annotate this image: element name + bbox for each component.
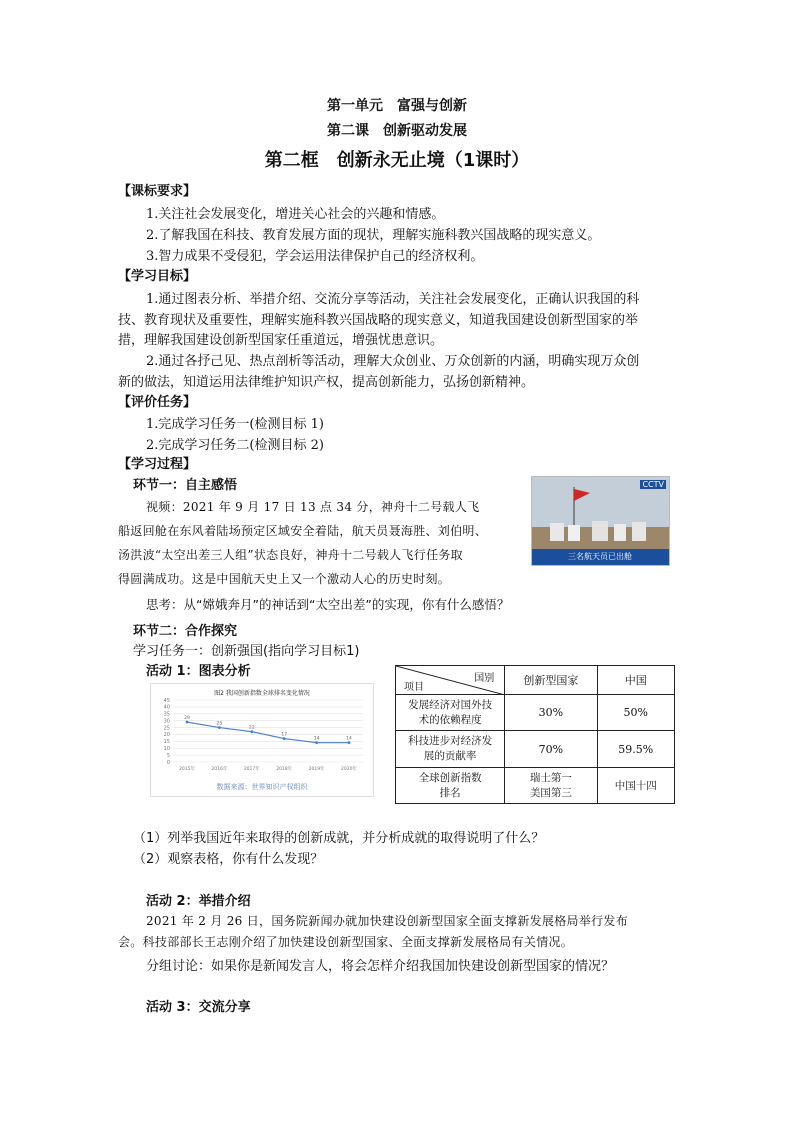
table-cell: 中国十四 (597, 768, 674, 804)
table-header-cell: 创新型国家 (505, 666, 597, 695)
curriculum-item: 1.关注社会发展变化，增进关心社会的兴趣和情感。 (146, 207, 445, 222)
chart-series-line (187, 722, 349, 743)
activity3-title: 活动 3：交流分享 (146, 1000, 251, 1015)
goals-line: 新的做法，知道运用法律维护知识产权，提高创新能力，弘扬创新精神。 (118, 375, 535, 390)
chart-title: 图2 我国创新指数全球排名变化情况 (214, 690, 310, 697)
curriculum-item: 3.智力成果不受侵犯，学会运用法律保护自己的经济权利。 (146, 249, 484, 264)
activity2-title: 活动 2：举措介绍 (146, 894, 251, 909)
chart-data-label: 14 (346, 736, 352, 742)
lesson-title: 第二课 创新驱动发展 (327, 123, 467, 139)
table-cell: 50% (597, 695, 674, 731)
chart-data-label: 29 (184, 716, 190, 722)
table-cell: 59.5% (597, 731, 674, 768)
chart-y-tick-label: 35 (163, 711, 170, 718)
chart-y-tick-label: 40 (163, 704, 170, 711)
corner-row-label: 项目 (404, 682, 424, 693)
corner-col-label: 国别 (474, 673, 495, 684)
chart-point (250, 730, 253, 733)
section2-title: 环节二：合作探究 (133, 624, 238, 639)
video-line: 得圆满成功。这是中国航天史上又一个激动人心的历史时刻。 (118, 572, 451, 586)
chart-x-tick-label: 2016年 (211, 767, 228, 772)
chart-x-tick-label: 2020年 (341, 767, 357, 772)
activity2-line: 会。科技部部长王志刚介绍了加快建设创新型国家、全面支撑新发展格局有关情况。 (118, 935, 574, 949)
table-corner-cell (396, 666, 505, 695)
chart-data-label: 17 (281, 732, 288, 738)
goals-line: 技、教育现状及重要性，理解实施科教兴国战略的现实意义，知道我国建设创新型国家的举 (118, 313, 639, 328)
chart-point (186, 721, 189, 724)
section1-title: 环节一：自主感悟 (133, 478, 238, 493)
discussion-prompt: 分组讨论：如果你是新闻发言人，将会怎样介绍我国加快建设创新型国家的情况？ (146, 959, 615, 974)
chart-point (348, 741, 351, 744)
table-row-label: 科技进步对经济发展的贡献率 (396, 731, 505, 768)
video-line: 汤洪波“太空出差三人组”状态良好，神舟十二号载人飞行任务取 (118, 548, 463, 562)
chart-data-label: 14 (313, 736, 320, 742)
table-cell: 瑞士第一 美国第三 (505, 768, 597, 804)
goals-line: 1.通过图表分析、举措介绍、交流分享等活动，关注社会发展变化，正确认识我国的科 (146, 292, 640, 307)
frame-title: 第二框 创新永无止境（1课时） (264, 150, 530, 171)
goals-heading: 【学习目标】 (118, 269, 197, 284)
landing-photo (531, 476, 670, 566)
chart-y-tick-label: 25 (163, 725, 170, 732)
evaluation-item: 1.完成学习任务一(检测目标 1) (146, 417, 324, 432)
evaluation-item: 2.完成学习任务二(检测目标 2) (146, 438, 324, 453)
chart-x-tick-label: 2017年 (243, 767, 260, 772)
chart-x-tick-label: 2015年 (179, 767, 195, 772)
chart-point (315, 741, 318, 744)
chart-y-tick-label: 5 (166, 752, 170, 759)
goals-line: 2.通过各抒己见、热点剖析等活动，理解大众创业、万众创新的内涵，明确实现万众创 (146, 354, 640, 369)
question: （1）列举我国近年来取得的创新成就，并分析成就的取得说明了什么？ (133, 831, 545, 846)
chart-y-tick-label: 30 (163, 718, 170, 725)
chart-y-tick-label: 0 (166, 759, 170, 766)
table-row-label: 发展经济对国外技术的依赖程度 (396, 695, 505, 731)
chart-data-label: 22 (248, 725, 255, 731)
chart-point (218, 726, 221, 729)
chart-y-tick-label: 10 (163, 746, 170, 753)
curriculum-heading: 【课标要求】 (118, 184, 197, 199)
chart-y-tick-label: 15 (163, 739, 170, 746)
curriculum-item: 2.了解我国在科技、教育发展方面的现状，理解实施科教兴国战略的现实意义。 (146, 228, 601, 243)
chart-x-tick-label: 2019年 (308, 767, 325, 772)
chart-source: 数据来源：世界知识产权组织 (216, 783, 308, 791)
chart-data-label: 25 (216, 721, 223, 727)
photo-caption: 三名航天员已出舱 (568, 552, 632, 561)
chart-point (283, 737, 286, 740)
evaluation-heading: 【评价任务】 (118, 395, 197, 410)
chart-x-tick-label: 2018年 (276, 767, 293, 772)
comparison-table (395, 665, 675, 804)
video-line: 视频：2021 年 9 月 17 日 13 点 34 分，神舟十二号载人飞 (146, 500, 480, 514)
chart-y-tick-label: 45 (163, 697, 170, 704)
activity2-line: 2021 年 2 月 26 日，国务院新闻办就加快建设创新型国家全面支撑新发展格局举行发布 (146, 914, 629, 928)
chart-plot (151, 696, 373, 776)
question: （2）观察表格，你有什么发现？ (133, 852, 324, 867)
task1-title: 学习任务一：创新强国(指向学习目标1) (133, 644, 360, 659)
table-cell: 70% (505, 731, 597, 768)
video-line: 船返回舱在东风着陆场预定区域安全着陆，航天员聂海胜、刘伯明、 (118, 524, 488, 538)
activity1-title: 活动 1：图表分析 (146, 664, 251, 679)
ranking-chart (150, 683, 374, 797)
process-heading: 【学习过程】 (118, 457, 197, 472)
table-cell: 30% (505, 695, 597, 731)
think-question: 思考：从“嫦娥奔月”的神话到“太空出差”的实现，你有什么感悟？ (146, 597, 510, 612)
cctv-badge: CCTV (642, 480, 664, 489)
chart-y-tick-label: 20 (163, 732, 170, 739)
goals-line: 措，理解我国建设创新型国家任重道远，增强忧患意识。 (118, 333, 444, 348)
unit-title: 第一单元 富强与创新 (327, 98, 467, 114)
table-row-label: 全球创新指数排名 (396, 768, 505, 804)
table-header-cell: 中国 (597, 666, 674, 695)
